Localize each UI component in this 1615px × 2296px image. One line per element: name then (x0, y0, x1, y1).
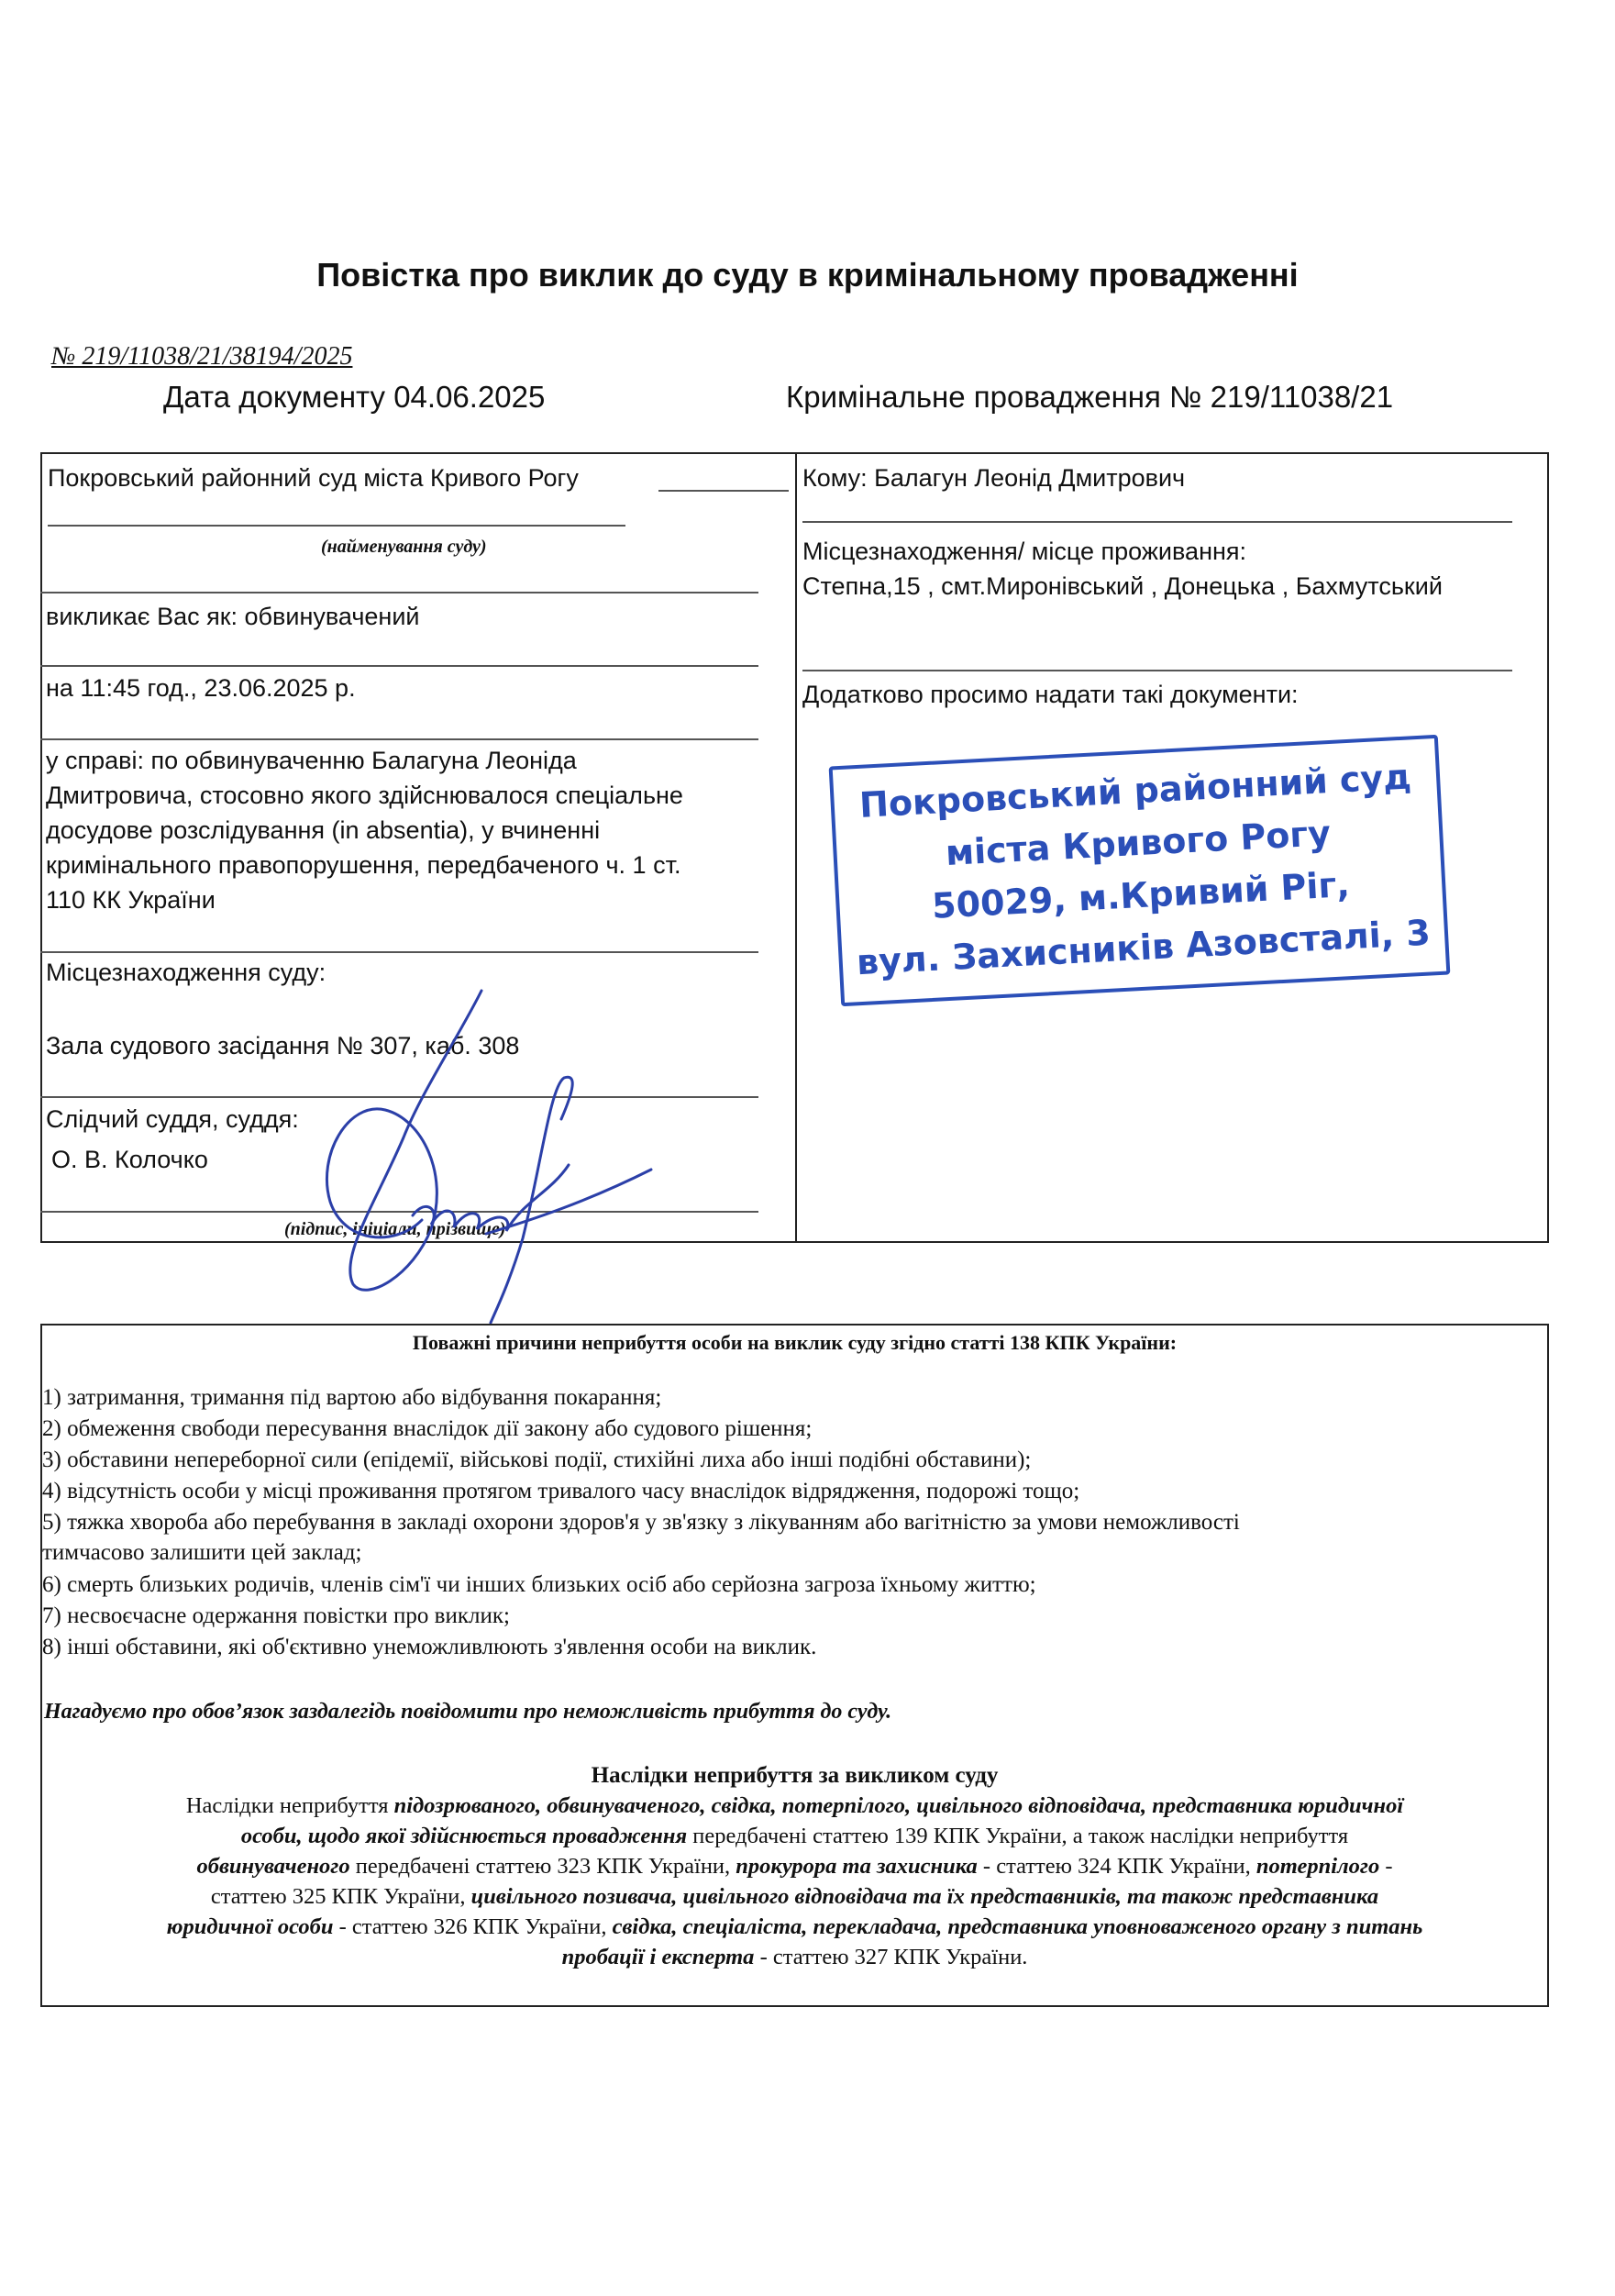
summoned-as: викликає Вас як: обвинувачений (46, 603, 420, 630)
reason-item: 2) обмеження свободи пересування внаслідок дії закону або судового рішення; (42, 1416, 813, 1441)
reason-item: 7) несвоєчасне одержання повістки про виклик; (42, 1603, 510, 1628)
consequences-line: Наслідки неприбуття підозрюваного, обвинуваченого, свідка, потерпілого, цивільного відповідача, представника юридичної (185, 1793, 1404, 1818)
reason-item: тимчасово залишити цей заклад; (42, 1540, 362, 1565)
court-caption: (найменування суду) (321, 537, 487, 557)
reason-item: 6) смерть близьких родичів, членів сім'ї чи інших близьких осіб або серйозна загроза їхньому життю; (42, 1572, 1036, 1597)
stamp-line: міста Кривого Рогу (944, 813, 1332, 874)
court-name-underline-end (658, 490, 789, 492)
signature-caption: (підпис, ініціали, прізвище) (284, 1219, 506, 1239)
consequences-line: пробації і експерта - статтею 327 КПК України. (561, 1945, 1028, 1969)
divider-line (40, 738, 758, 740)
reason-item: 5) тяжка хвороба або перебування в закладі охорони здоров'я у зв'язку з лікуванням або вагітністю за умови неможливості (42, 1510, 1240, 1535)
reason-item: 3) обставини непереборної сили (епідемії, військові події, стихійні лиха або інші подібні обставини); (42, 1447, 1032, 1472)
consequences-line: юридичної особи - статтею 326 КПК України, свідка, спеціаліста, перекладача, представника уповноваженого органу з питань (166, 1914, 1423, 1939)
divider-line (802, 521, 1512, 523)
stamp-line: вул. Захисників Азовсталі, 3 (855, 912, 1432, 983)
reason-item: 1) затримання, тримання під вартою або відбування покарання; (42, 1385, 662, 1410)
court-name: Покровський районний суд міста Кривого Рогу (48, 464, 579, 492)
consequences-line: обвинуваченого передбачені статтею 323 КПК України, прокурора та захисника - статтею 324 КПК України, потерпілого - (196, 1854, 1393, 1879)
divider-line (40, 951, 758, 953)
recipient: Кому: Балагун Леонід Дмитрович (802, 464, 1186, 492)
reason-item: 8) інші обставини, які об'єктивно унеможливлюють з'явлення особи на виклик. (42, 1635, 817, 1659)
judge-label: Слідчий суддя, суддя: (46, 1105, 299, 1133)
recipient-address: Степна,15 , смт.Миронівський , Донецька , Бахмутський (802, 572, 1443, 600)
judge-signature (275, 982, 669, 1330)
stamp-line: Покровський районний суд (857, 756, 1412, 826)
consequences-title: Наслідки неприбуття за викликом суду (591, 1763, 999, 1788)
document-title: Повістка про виклик до суду в кримінальному провадженні (316, 256, 1299, 294)
judge-name: О. В. Колочко (51, 1146, 208, 1173)
case-description-line: Дмитровича, стосовно якого здійснювалося спеціальне (46, 782, 683, 809)
divider-line (40, 592, 758, 593)
divider-line (40, 665, 758, 667)
court-name-line (48, 525, 625, 527)
case-description-line: досудове розслідування (in absentia), у вчиненні (46, 816, 601, 844)
reasons-title: Поважні причини неприбуття особи на виклик суду згідно статті 138 КПК України: (412, 1331, 1178, 1354)
consequences-line: статтею 325 КПК України, цивільного позивача, цивільного відповідача та їх представників, та також представника (210, 1884, 1379, 1909)
consequences-line: особи, щодо якої здійснюється провадження передбачені статтею 139 КПК України, а також наслідки неприбуття (240, 1824, 1349, 1848)
court-hall: Зала судового засідання № 307, каб. 308 (46, 1032, 520, 1059)
document-date: Дата документу 04.06.2025 (163, 380, 546, 414)
case-description-line: 110 КК України (46, 886, 216, 914)
criminal-case-number: Кримінальне провадження № 219/11038/21 (786, 380, 1394, 414)
documents-label: Додатково просимо надати такі документи: (802, 681, 1299, 708)
column-divider (795, 452, 797, 1243)
document-number: № 219/11038/21/38194/2025 (51, 342, 353, 371)
hearing-datetime: на 11:45 год., 23.06.2025 р. (46, 674, 356, 702)
court-stamp (829, 735, 1451, 1006)
case-description-line: у справі: по обвинуваченню Балагуна Леоніда (46, 747, 577, 774)
case-description-line: кримінального правопорушення, передбаченого ч. 1 ст. (46, 851, 681, 879)
reason-item: 4) відсутність особи у місці проживання протягом тривалого часу внаслідок відрядження, подорожі тощо; (42, 1479, 1080, 1503)
stamp-line: 50029, м.Кривий Ріг, (931, 864, 1351, 926)
divider-line (802, 670, 1512, 671)
address-label: Місцезнаходження/ місце проживання: (802, 538, 1247, 565)
reminder-note: Нагадуємо про обов’язок заздалегідь повідомити про неможливість прибуття до суду. (44, 1700, 892, 1724)
court-location-label: Місцезнаходження суду: (46, 959, 326, 986)
